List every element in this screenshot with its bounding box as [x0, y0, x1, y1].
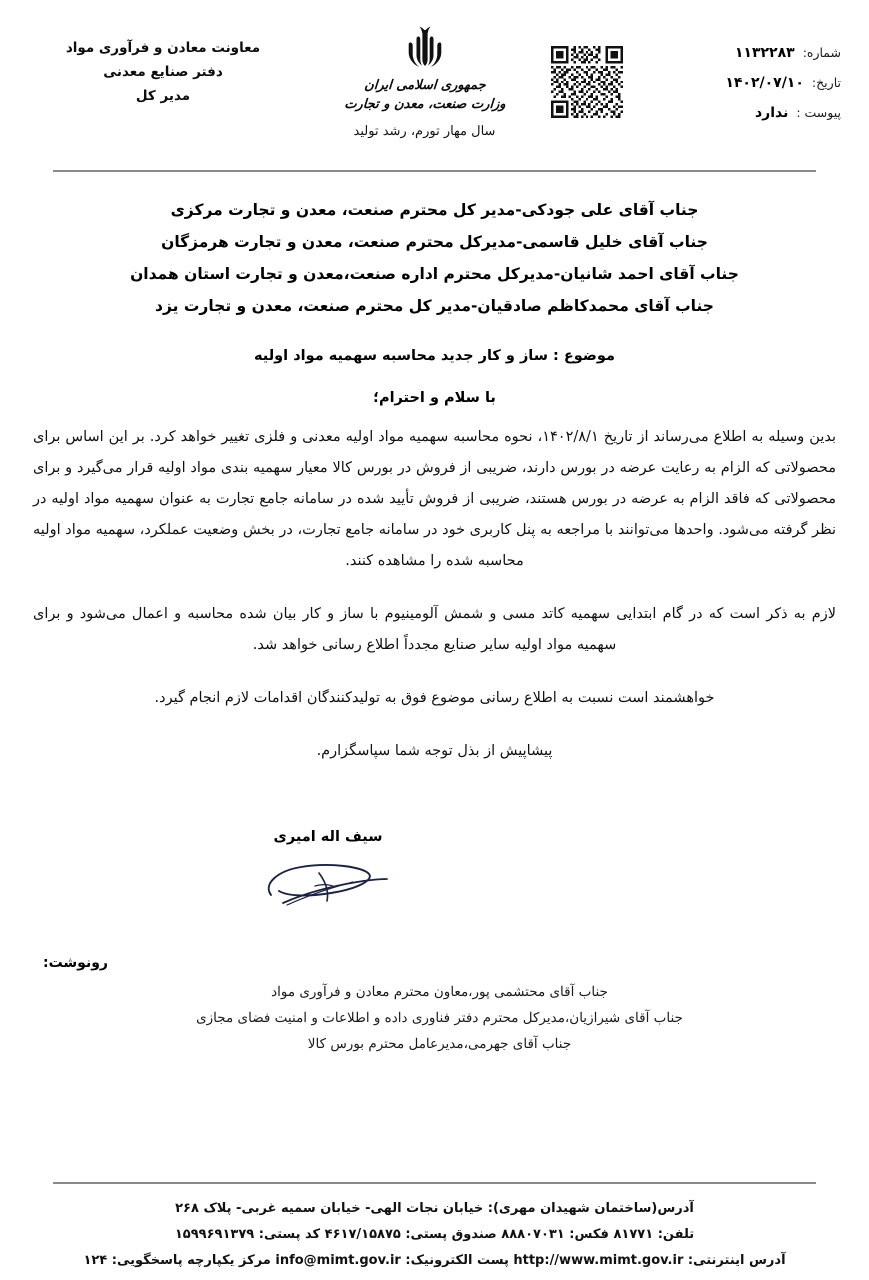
cc-item: جناب آقای محتشمی پور،معاون محترم معادن و فرآوری مواد: [271, 984, 608, 1000]
greeting-line: با سلام و احترام؛: [373, 390, 496, 406]
cc-item: جناب آقای شیرازیان،مدیرکل محترم دفتر فناوری داده و اطلاعات و امنیت فضای مجازی: [196, 1010, 683, 1026]
website-label: آدرس اینترنتی:: [687, 1253, 786, 1268]
signatory-name: سیف اله امیری: [273, 829, 383, 845]
recipient-line: جناب آقای علی جودکی-مدیر کل محترم صنعت، معدن و تجارت مرکزی: [170, 201, 699, 219]
organization-line-1: معاونت معادن و فرآوری مواد: [65, 40, 261, 56]
document-number-value: ۱۱۳۲۲۸۳: [734, 45, 795, 61]
attachment-row: [637, 98, 841, 128]
phone-label: تلفن:: [657, 1227, 695, 1242]
recipient-line: جناب آقای احمد شانیان-مدیرکل محترم اداره صنعت،معدن و تجارت استان همدان: [130, 265, 739, 283]
recipient-line: جناب آقای محمدکاظم صادقیان-مدیر کل محترم صنعت، معدن و تجارت یزد: [155, 297, 714, 315]
organization-block: [28, 18, 298, 108]
subject-line: موضوع : ساز و کار جدید محاسبه سهمیه مواد اولیه: [254, 348, 615, 364]
postal-code-label: کد پستی:: [258, 1227, 321, 1242]
recipient-line: جناب آقای خلیل قاسمی-مدیرکل محترم صنعت، معدن و تجارت هرمزگان: [161, 233, 708, 251]
attachment-label: پیوست :: [796, 105, 841, 120]
recipient-list: [33, 194, 836, 322]
attachment-value: ندارد: [754, 105, 789, 121]
document-number-row: [637, 38, 841, 68]
cc-item: جناب آقای جهرمی،مدیرعامل محترم بورس کالا: [307, 1036, 572, 1052]
email-address[interactable]: info@mimt.gov.ir: [275, 1253, 401, 1268]
cc-block: [33, 955, 836, 1057]
cc-title: رونوشت:: [43, 955, 108, 971]
phone-value: ۸۱۷۷۱: [613, 1227, 654, 1242]
letter-footer: [0, 1196, 869, 1274]
emblem-calligraphy-line-1: جمهوری اسلامی ایران: [363, 78, 486, 93]
document-date-label: تاریخ:: [811, 75, 841, 90]
document-number-label: شماره:: [802, 45, 841, 60]
call-center-label: مرکز یکپارچه پاسخگویی:: [111, 1253, 271, 1268]
body-paragraph-4: پیشاپیش از بذل توجه شما سپاسگزارم.: [316, 743, 553, 759]
signature-block: [33, 829, 836, 911]
pobox-value: ۴۶۱۷/۱۵۸۷۵: [324, 1227, 401, 1242]
cc-list: [43, 979, 836, 1057]
body-paragraph-2: لازم به ذکر است که در گام ابتدایی سهمیه کاتد مسی و شمش آلومینیوم با ساز و کار بیان شده محاسبه و اعمال می‌شود و برای سهمیه مواد اولیه سایر صنایع مجدداً اطلاع رسانی خواهد شد.: [33, 606, 836, 653]
footer-address-line: آدرس(ساختمان شهیدان مهری): خیابان نجات الهی- خیابان سمیه غربی- پلاک ۲۶۸: [175, 1201, 694, 1216]
postal-code-value: ۱۵۹۹۶۹۱۳۷۹: [174, 1227, 255, 1242]
footer-contact-line: [0, 1222, 869, 1248]
meta-block: [551, 18, 841, 128]
letter-body: [0, 172, 869, 1057]
qr-code-icon: [551, 46, 623, 118]
fax-value: ۸۸۸۰۷۰۳۱: [501, 1227, 565, 1242]
emblem-calligraphy-line-2: وزارت صنعت، معدن و تجارت: [343, 97, 506, 112]
footer-web-line: [0, 1248, 869, 1274]
fax-label: فکس:: [569, 1227, 609, 1242]
handwritten-signature-icon: [253, 851, 403, 911]
call-center-value: ۱۲۴: [83, 1253, 108, 1268]
email-label: پست الکترونیک:: [405, 1253, 509, 1268]
body-paragraph-3: خواهشمند است نسبت به اطلاع رسانی موضوع فوق به تولیدکنندگان اقدامات لازم انجام گیرد.: [154, 690, 715, 706]
iran-national-emblem-icon: [396, 20, 454, 74]
document-date-row: [637, 68, 841, 98]
emblem-block: [300, 18, 550, 139]
footer-divider: [53, 1182, 816, 1184]
document-meta: [637, 32, 841, 128]
website-url[interactable]: http://www.mimt.gov.ir: [513, 1253, 684, 1268]
year-slogan: سال مهار تورم، رشد تولید: [353, 124, 496, 139]
letter-header: [0, 0, 869, 160]
document-date-value: ۱۴۰۲/۰۷/۱۰: [725, 75, 804, 91]
body-paragraph-1: بدین وسیله به اطلاع می‌رساند از تاریخ ۱۴۰۲/۸/۱، نحوه محاسبه سهمیه مواد اولیه معدنی و فلزی تغییر خواهد کرد. بر این اساس برای محصولاتی که الزام به رعایت عرضه در بورس دارند، ضریبی از فروش در بورس کالا معیار سهمیه بندی مواد اولیه قرار می‌گیرد و برای محصولاتی که فاقد الزام به عرضه در بورس هستند، ضریبی از فروش تأیید شده در سامانه جامع تجارت به عنوان سهمیه مواد اولیه در نظر گرفته می‌شود. واحدها می‌توانند با مراجعه به پنل کاربری خود در سامانه جامع تجارت، در بخش وضعیت عملکرد، سهمیه مواد اولیه محاسبه شده را مشاهده کنند.: [33, 429, 836, 569]
organization-line-2: دفتر صنایع معدنی: [103, 64, 223, 80]
pobox-label: صندوق پستی:: [405, 1227, 497, 1242]
organization-line-3: مدیر کل: [135, 88, 191, 104]
